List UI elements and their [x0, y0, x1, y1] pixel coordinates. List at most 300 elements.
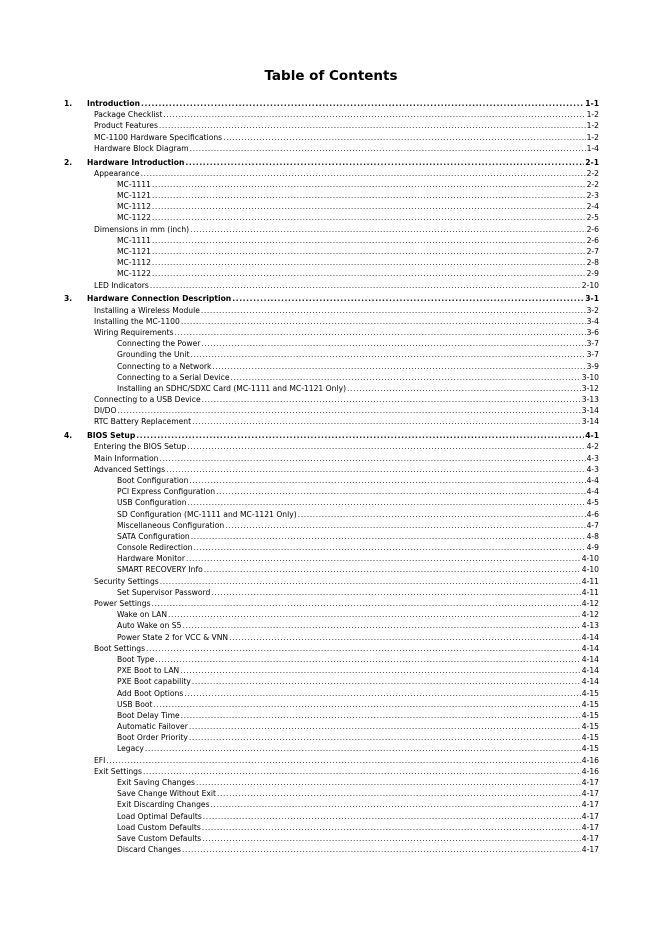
toc-entry-label: Connecting to a Serial Device: [117, 372, 230, 382]
toc-entry-line: [117, 372, 599, 383]
toc-entry-line: [117, 811, 599, 822]
toc-dot-leader: [202, 833, 581, 844]
toc-entry-label: Legacy: [117, 744, 144, 754]
toc-page-number: 3-9: [586, 361, 599, 371]
toc-subsection-entry[interactable]: [0, 822, 662, 833]
toc-section-entry[interactable]: [0, 598, 662, 609]
toc-page-number: 3-2: [586, 305, 599, 315]
toc-entry-line: [117, 743, 599, 754]
toc-dot-leader: [185, 157, 584, 168]
toc-entry-label: Set Supervisor Password: [117, 587, 211, 597]
toc-entry-line: [117, 844, 599, 855]
toc-entry-line: [117, 190, 599, 201]
toc-page-number: 2-1: [585, 157, 599, 167]
toc-entry-label: MC-1111: [117, 179, 151, 189]
toc-subsection-entry[interactable]: [0, 721, 662, 732]
toc-subsection-entry[interactable]: [0, 811, 662, 822]
toc-entry-line: [94, 109, 599, 120]
toc-page-number: 4-6: [586, 509, 599, 519]
toc-entry-label: Load Custom Defaults: [117, 822, 201, 832]
toc-dot-leader: [189, 732, 581, 743]
toc-page-number: 4-2: [586, 442, 599, 452]
toc-page-number: 4-17: [581, 811, 599, 821]
toc-section-entry[interactable]: [0, 453, 662, 464]
toc-entry-line: [117, 475, 599, 486]
toc-subsection-entry[interactable]: [0, 564, 662, 575]
toc-page-number: 3-14: [581, 406, 599, 416]
toc-dot-leader: [106, 755, 580, 766]
toc-entry-label: Add Boot Options: [117, 688, 184, 698]
toc-subsection-entry[interactable]: [0, 799, 662, 810]
toc-page-number: 2-5: [586, 213, 599, 223]
toc-page-number: 4-15: [581, 710, 599, 720]
toc-dot-leader: [152, 201, 586, 212]
toc-page-number: 3-13: [581, 395, 599, 405]
toc-subsection-entry[interactable]: [0, 190, 662, 201]
toc-dot-leader: [141, 168, 586, 179]
toc-page-number: 4-14: [581, 666, 599, 676]
toc-entry-label: PXE Boot capability: [117, 677, 191, 687]
toc-page-number: 4-3: [586, 464, 599, 474]
toc-subsection-entry[interactable]: [0, 632, 662, 643]
toc-subsection-entry[interactable]: [0, 349, 662, 360]
toc-subsection-entry[interactable]: [0, 179, 662, 190]
toc-entry-line: [117, 383, 599, 394]
toc-entry-line: [117, 833, 599, 844]
toc-entry-label: MC-1121: [117, 191, 151, 201]
toc-entry-line: [117, 587, 599, 598]
toc-dot-leader: [145, 743, 581, 754]
toc-entry-line: [94, 224, 599, 235]
toc-entry-label: SMART RECOVERY Info: [117, 565, 203, 575]
toc-dot-leader: [152, 257, 586, 268]
toc-dot-leader: [211, 799, 581, 810]
toc-page-number: 2-2: [586, 168, 599, 178]
toc-entry-label: Dimensions in mm (inch): [94, 224, 190, 234]
page-title: Table of Contents: [264, 68, 398, 84]
toc-subsection-entry[interactable]: [0, 732, 662, 743]
toc-entry-line: [94, 143, 599, 154]
toc-subsection-entry[interactable]: [0, 833, 662, 844]
toc-page-number: 3-6: [586, 327, 599, 337]
toc-subsection-entry[interactable]: [0, 553, 662, 564]
toc-entry-label: Connecting to a Network: [117, 361, 212, 371]
toc-dot-leader: [193, 542, 585, 553]
toc-entry-line: [117, 486, 599, 497]
toc-subsection-entry[interactable]: [0, 475, 662, 486]
toc-entry-line: [94, 766, 599, 777]
toc-entry-line: [94, 280, 599, 291]
toc-entry-label: Product Features: [94, 121, 158, 131]
toc-entry-label: USB Configuration: [117, 498, 187, 508]
toc-entry-line: [94, 168, 599, 179]
toc-entry-line: [117, 349, 599, 360]
toc-subsection-entry[interactable]: [0, 257, 662, 268]
toc-entry-label: Save Custom Defaults: [117, 833, 202, 843]
toc-page-number: 4-14: [581, 643, 599, 653]
toc-chapter-entry[interactable]: [0, 293, 662, 304]
toc-entry-label: Package Checklist: [94, 110, 163, 120]
toc-subsection-entry[interactable]: [0, 743, 662, 754]
toc-chapter-number: 1.: [64, 99, 73, 108]
toc-subsection-entry[interactable]: [0, 201, 662, 212]
toc-entry-label: Hardware Block Diagram: [94, 143, 189, 153]
toc-dot-leader: [204, 564, 581, 575]
toc-entry-label: Main Information: [94, 453, 159, 463]
toc-entry-label: Hardware Connection Description: [87, 294, 232, 304]
toc-dot-leader: [159, 120, 586, 131]
toc-entry-label: Advanced Settings: [94, 464, 166, 474]
toc-subsection-entry[interactable]: [0, 609, 662, 620]
toc-page-number: 4-14: [581, 654, 599, 664]
toc-page-number: 4-17: [581, 845, 599, 855]
toc-page-number: 4-10: [581, 565, 599, 575]
toc-entry-line: [87, 293, 599, 304]
toc-subsection-entry[interactable]: [0, 710, 662, 721]
toc-page-number: 4-12: [581, 610, 599, 620]
toc-section-entry[interactable]: [0, 394, 662, 405]
toc-entry-label: SD Configuration (MC-1111 and MC-1121 Only): [117, 509, 297, 519]
toc-dot-leader: [166, 464, 586, 475]
toc-page-number: 4-16: [581, 755, 599, 765]
toc-chapter-entry[interactable]: [0, 430, 662, 441]
toc-entry-label: RTC Battery Replacement: [94, 417, 192, 427]
toc-subsection-entry[interactable]: [0, 665, 662, 676]
toc-subsection-entry[interactable]: [0, 268, 662, 279]
toc-page-number: 4-5: [586, 498, 599, 508]
toc-subsection-entry[interactable]: [0, 497, 662, 508]
toc-section-entry[interactable]: [0, 224, 662, 235]
toc-entry-label: Installing the MC-1100: [94, 316, 180, 326]
toc-dot-leader: [191, 531, 586, 542]
toc-entry-line: [87, 98, 599, 109]
toc-entry-label: Miscellaneous Configuration: [117, 520, 225, 530]
toc-section-entry[interactable]: [0, 280, 662, 291]
toc-subsection-entry[interactable]: [0, 520, 662, 531]
toc-entry-line: [94, 132, 599, 143]
toc-page-number: 1-2: [586, 110, 599, 120]
toc-subsection-entry[interactable]: [0, 486, 662, 497]
toc-page-number: 3-10: [581, 372, 599, 382]
toc-dot-leader: [153, 699, 580, 710]
toc-entry-label: Hardware Monitor: [117, 554, 185, 564]
toc-entry-line: [117, 268, 599, 279]
toc-entry-line: [117, 699, 599, 710]
toc-page-number: 4-12: [581, 599, 599, 609]
toc-chapter-number: 4.: [64, 431, 73, 441]
toc-entry-label: PCI Express Configuration: [117, 487, 216, 497]
toc-entry-line: [94, 576, 599, 587]
toc-subsection-entry[interactable]: [0, 844, 662, 855]
toc-entry-line: [117, 688, 599, 699]
toc-dot-leader: [212, 361, 585, 372]
toc-entry-line: [117, 654, 599, 665]
toc-entry-line: [94, 394, 599, 405]
toc-entry-label: Power Settings: [94, 599, 151, 609]
toc-entry-label: Discard Changes: [117, 845, 181, 855]
toc-section-entry[interactable]: [0, 168, 662, 179]
toc-page-number: 4-15: [581, 699, 599, 709]
toc-dot-leader: [152, 598, 581, 609]
toc-entry-label: Wiring Requirements: [94, 327, 174, 337]
toc-page-number: 4-15: [581, 733, 599, 743]
toc-dot-leader: [186, 553, 581, 564]
toc-dot-leader: [152, 235, 586, 246]
toc-entry-line: [117, 531, 599, 542]
toc-page-number: 4-15: [581, 688, 599, 698]
toc-entry-line: [117, 620, 599, 631]
toc-section-entry[interactable]: [0, 416, 662, 427]
toc-subsection-entry[interactable]: [0, 620, 662, 631]
toc-dot-leader: [192, 676, 581, 687]
toc-entry-label: SATA Configuration: [117, 531, 190, 541]
toc-entry-label: USB Boot: [117, 699, 153, 709]
toc-section-entry[interactable]: [0, 405, 662, 416]
toc-dot-leader: [117, 405, 580, 416]
toc-entry-line: [94, 453, 599, 464]
toc-entry-line: [117, 361, 599, 372]
toc-page-number: 4-17: [581, 800, 599, 810]
toc-subsection-entry[interactable]: [0, 699, 662, 710]
toc-subsection-entry[interactable]: [0, 212, 662, 223]
toc-page-number: 4-10: [581, 554, 599, 564]
toc-entry-label: Appearance: [94, 168, 140, 178]
toc-dot-leader: [202, 394, 581, 405]
toc-page-number: 3-7: [586, 339, 599, 349]
toc-entry-line: [117, 520, 599, 531]
toc-section-entry[interactable]: [0, 755, 662, 766]
toc-entry-label: Automatic Failover: [117, 722, 188, 732]
toc-entry-line: [94, 441, 599, 452]
toc-dot-leader: [143, 766, 581, 777]
toc-dot-leader: [141, 98, 584, 109]
toc-dot-leader: [152, 179, 586, 190]
toc-entry-line: [94, 120, 599, 131]
toc-dot-leader: [152, 190, 586, 201]
toc-entry-label: MC-1100 Hardware Specifications: [94, 132, 223, 142]
toc-chapter-number: 2.: [64, 157, 73, 167]
toc-page-number: 2-3: [586, 191, 599, 201]
toc-dot-leader: [231, 372, 581, 383]
toc-entry-line: [94, 643, 599, 654]
toc-entry-label: Installing a Wireless Module: [94, 305, 200, 315]
toc-entry-label: MC-1122: [117, 213, 151, 223]
toc-entry-line: [117, 497, 599, 508]
toc-entry-line: [94, 327, 599, 338]
toc-entry-line: [94, 405, 599, 416]
toc-dot-leader: [181, 316, 586, 327]
toc-page-number: 3-12: [581, 383, 599, 393]
toc-page-number: 3-1: [585, 294, 599, 304]
toc-entry-line: [117, 542, 599, 553]
toc-entry-line: [117, 212, 599, 223]
toc-entry-line: [117, 179, 599, 190]
toc-dot-leader: [136, 430, 584, 441]
toc-page-number: 4-11: [581, 576, 599, 586]
toc-dot-leader: [188, 497, 586, 508]
toc-entry-line: [117, 788, 599, 799]
toc-page-number: 4-15: [581, 744, 599, 754]
toc-section-entry[interactable]: [0, 316, 662, 327]
toc-section-entry[interactable]: [0, 441, 662, 452]
toc-dot-leader: [190, 143, 586, 154]
toc-page-number: 2-2: [586, 179, 599, 189]
toc-entry-line: [117, 665, 599, 676]
toc-dot-leader: [160, 576, 581, 587]
toc-entry-label: Connecting to a USB Device: [94, 395, 201, 405]
toc-section-entry[interactable]: [0, 109, 662, 120]
toc-page-number: 1-1: [585, 99, 599, 108]
toc-page-number: 4-4: [586, 487, 599, 497]
toc-entry-line: [117, 235, 599, 246]
toc-entry-line: [117, 509, 599, 520]
toc-entry-line: [117, 732, 599, 743]
toc-entry-line: [117, 721, 599, 732]
toc-page-number: 3-7: [586, 350, 599, 360]
toc-entry-label: Auto Wake on S5: [117, 621, 182, 631]
toc-subsection-entry[interactable]: [0, 372, 662, 383]
toc-page-number: 2-10: [581, 280, 599, 290]
toc-entry-label: MC-1122: [117, 269, 151, 279]
toc-dot-leader: [216, 486, 585, 497]
toc-entry-label: Console Redirection: [117, 543, 193, 553]
toc-page-number: 1-2: [586, 132, 599, 142]
toc-page-number: 4-11: [581, 587, 599, 597]
toc-entry-line: [117, 257, 599, 268]
toc-dot-leader: [180, 665, 581, 676]
toc-subsection-entry[interactable]: [0, 777, 662, 788]
toc-page-number: 2-9: [586, 269, 599, 279]
toc-dot-leader: [202, 822, 581, 833]
toc-entry-label: Boot Order Priority: [117, 733, 188, 743]
toc-subsection-entry[interactable]: [0, 246, 662, 257]
toc-dot-leader: [182, 620, 580, 631]
toc-dot-leader: [223, 132, 585, 143]
toc-subsection-entry[interactable]: [0, 361, 662, 372]
toc-page-number: 4-14: [581, 632, 599, 642]
toc-section-entry[interactable]: [0, 643, 662, 654]
toc-page-number: 4-16: [581, 766, 599, 776]
toc-entry-label: MC-1111: [117, 235, 151, 245]
toc-subsection-entry[interactable]: [0, 531, 662, 542]
table-of-contents: [0, 98, 662, 855]
toc-dot-leader: [229, 632, 581, 643]
toc-page-number: 4-17: [581, 833, 599, 843]
toc-entry-label: Boot Type: [117, 654, 155, 664]
toc-subsection-entry[interactable]: [0, 654, 662, 665]
toc-page-number: 4-9: [586, 543, 599, 553]
toc-page-number: 3-4: [586, 316, 599, 326]
toc-entry-label: LED Indicators: [94, 280, 149, 290]
toc-subsection-entry[interactable]: [0, 338, 662, 349]
toc-entry-label: Installing an SDHC/SDXC Card (MC-1111 and MC-1121 Only): [117, 383, 347, 393]
toc-dot-leader: [182, 844, 581, 855]
toc-chapter-entry[interactable]: [0, 98, 662, 109]
toc-page-number: 2-7: [586, 247, 599, 257]
toc-entry-label: Hardware Introduction: [87, 157, 185, 167]
toc-entry-label: Wake on LAN: [117, 610, 168, 620]
toc-entry-label: Entering the BIOS Setup: [94, 442, 187, 452]
toc-entry-line: [117, 799, 599, 810]
toc-entry-label: PXE Boot to LAN: [117, 666, 180, 676]
toc-dot-leader: [201, 305, 586, 316]
toc-dot-leader: [189, 475, 585, 486]
toc-chapter-entry[interactable]: [0, 157, 662, 168]
toc-page-number: 3-14: [581, 417, 599, 427]
toc-dot-leader: [192, 416, 581, 427]
toc-page-number: 1-2: [586, 121, 599, 131]
toc-page-number: 4-14: [581, 677, 599, 687]
toc-dot-leader: [152, 268, 586, 279]
toc-dot-leader: [150, 280, 581, 291]
toc-subsection-entry[interactable]: [0, 509, 662, 520]
toc-page-number: 2-4: [586, 202, 599, 212]
toc-subsection-entry[interactable]: [0, 235, 662, 246]
toc-section-entry[interactable]: [0, 132, 662, 143]
toc-dot-leader: [190, 349, 585, 360]
toc-entry-line: [117, 676, 599, 687]
toc-entry-line: [117, 632, 599, 643]
toc-entry-label: MC-1112: [117, 202, 151, 212]
toc-entry-line: [94, 464, 599, 475]
toc-subsection-entry[interactable]: [0, 788, 662, 799]
toc-entry-label: EFI: [94, 755, 106, 765]
toc-subsection-entry[interactable]: [0, 383, 662, 394]
toc-dot-leader: [155, 654, 580, 665]
toc-section-entry[interactable]: [0, 143, 662, 154]
toc-dot-leader: [160, 453, 586, 464]
toc-dot-leader: [189, 721, 581, 732]
toc-entry-line: [117, 201, 599, 212]
toc-section-entry[interactable]: [0, 576, 662, 587]
toc-page-number: 1-4: [586, 143, 599, 153]
toc-section-entry[interactable]: [0, 327, 662, 338]
toc-section-entry[interactable]: [0, 305, 662, 316]
toc-entry-line: [117, 553, 599, 564]
toc-chapter-number: 3.: [64, 294, 73, 304]
toc-section-entry[interactable]: [0, 120, 662, 131]
toc-page-number: 4-17: [581, 778, 599, 788]
toc-entry-label: Security Settings: [94, 576, 159, 586]
toc-page-number: 2-6: [586, 235, 599, 245]
toc-dot-leader: [181, 710, 581, 721]
toc-page-number: 4-15: [581, 722, 599, 732]
toc-entry-line: [94, 416, 599, 427]
toc-dot-leader: [347, 383, 581, 394]
toc-subsection-entry[interactable]: [0, 676, 662, 687]
toc-dot-leader: [298, 509, 586, 520]
toc-entry-line: [117, 338, 599, 349]
toc-entry-line: [117, 564, 599, 575]
toc-dot-leader: [232, 293, 584, 304]
toc-section-entry[interactable]: [0, 464, 662, 475]
toc-dot-leader: [187, 441, 585, 452]
toc-subsection-entry[interactable]: [0, 688, 662, 699]
toc-entry-line: [117, 777, 599, 788]
toc-dot-leader: [190, 224, 585, 235]
toc-entry-label: Exit Settings: [94, 766, 142, 776]
toc-page-number: 2-8: [586, 258, 599, 268]
toc-subsection-entry[interactable]: [0, 587, 662, 598]
toc-page-number: 4-8: [586, 531, 599, 541]
toc-entry-label: Power State 2 for VCC & VNN: [117, 632, 229, 642]
toc-dot-leader: [163, 109, 585, 120]
toc-section-entry[interactable]: [0, 766, 662, 777]
toc-page-number: 4-17: [581, 822, 599, 832]
toc-entry-label: Connecting the Power: [117, 339, 201, 349]
toc-subsection-entry[interactable]: [0, 542, 662, 553]
toc-entry-line: [117, 710, 599, 721]
